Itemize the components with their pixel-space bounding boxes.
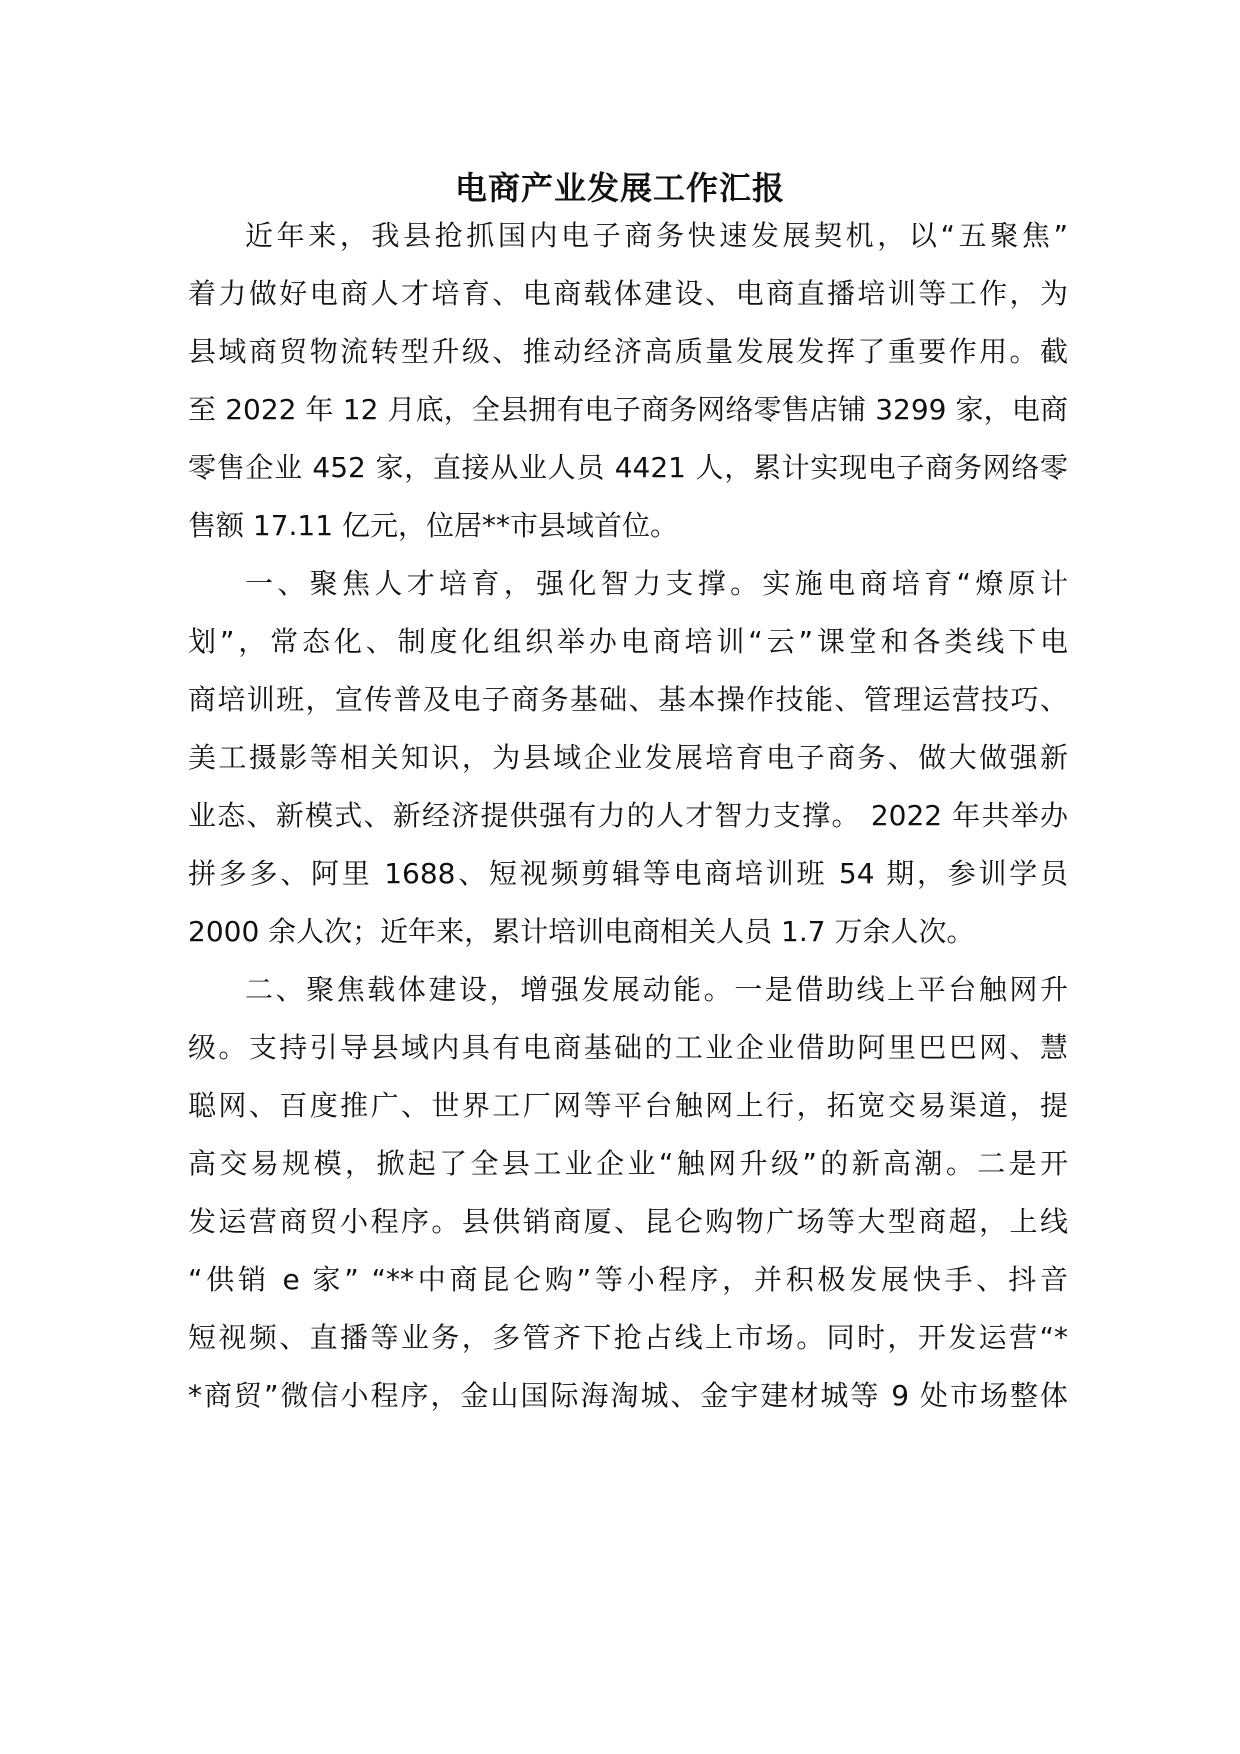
paragraph-line: 着力做好电商人才培育、电商载体建设、电商直播培训等工作，为 bbox=[188, 277, 1068, 310]
paragraph-line: 高交易规模，掀起了全县工业企业“触网升级”的新高潮。二是开 bbox=[188, 1147, 1068, 1180]
paragraph-line: “供销 e 家” “**中商昆仑购”等小程序，并积极发展快手、抖音 bbox=[188, 1263, 1068, 1296]
paragraph-line: 业态、新模式、新经济提供强有力的人才智力支撑。 2022 年共举办 bbox=[188, 799, 1068, 832]
paragraph-line: 发运营商贸小程序。县供销商厦、昆仑购物广场等大型商超，上线 bbox=[188, 1205, 1068, 1238]
paragraph-line: 至 2022 年 12 月底，全县拥有电子商务网络零售店铺 3299 家，电商 bbox=[188, 393, 1068, 426]
paragraph-line: 二、聚焦载体建设，增强发展动能。一是借助线上平台触网升 bbox=[245, 973, 1068, 1006]
paragraph-line: 县域商贸物流转型升级、推动经济高质量发展发挥了重要作用。截 bbox=[188, 335, 1068, 368]
paragraph-line: 商培训班，宣传普及电子商务基础、基本操作技能、管理运营技巧、 bbox=[188, 683, 1068, 716]
paragraph-line: 2000 余人次；近年来，累计培训电商相关人员 1.7 万余人次。 bbox=[188, 915, 975, 948]
paragraph-line: 级。支持引导县域内具有电商基础的工业企业借助阿里巴巴网、慧 bbox=[188, 1031, 1068, 1064]
paragraph-line: 近年来，我县抢抓国内电子商务快速发展契机，以“五聚焦” bbox=[245, 219, 1068, 252]
paragraph-line: *商贸”微信小程序，金山国际海淘城、金宇建材城等 9 处市场整体 bbox=[188, 1379, 1068, 1412]
paragraph-line: 美工摄影等相关知识，为县域企业发展培育电子商务、做大做强新 bbox=[188, 741, 1068, 774]
paragraph-line: 零售企业 452 家，直接从业人员 4421 人，累计实现电子商务网络零 bbox=[188, 451, 1068, 484]
paragraph-line: 短视频、直播等业务，多管齐下抢占线上市场。同时，开发运营“* bbox=[188, 1321, 1068, 1354]
paragraph-line: 划”，常态化、制度化组织举办电商培训“云”课堂和各类线下电 bbox=[188, 625, 1068, 658]
paragraph-line: 一、聚焦人才培育，强化智力支撑。实施电商培育“燎原计 bbox=[245, 567, 1068, 600]
paragraph-line: 拼多多、阿里 1688、短视频剪辑等电商培训班 54 期，参训学员 bbox=[188, 857, 1068, 890]
paragraph-line: 聪网、百度推广、世界工厂网等平台触网上行，拓宽交易渠道，提 bbox=[188, 1089, 1068, 1122]
paragraph-line: 售额 17.11 亿元，位居**市县域首位。 bbox=[188, 509, 678, 542]
document-title: 电商产业发展工作汇报 bbox=[454, 169, 785, 207]
